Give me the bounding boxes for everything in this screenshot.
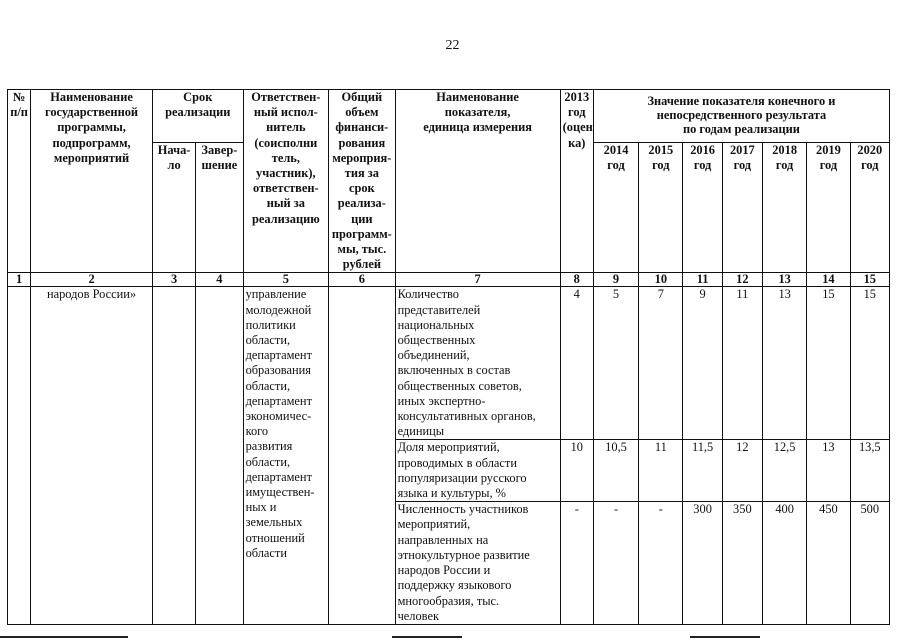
- header-2013: 2013 год (оцен ка): [560, 90, 593, 273]
- value-2018: 13: [762, 287, 806, 440]
- value-2015: -: [639, 502, 683, 625]
- value-2017: 11: [722, 287, 762, 440]
- header-values: Значение показателя конечного и непосредственного результата по годам реализации: [593, 90, 889, 143]
- value-2015: 11: [639, 440, 683, 502]
- page-number: 22: [445, 38, 460, 53]
- col-number: 3: [152, 273, 195, 287]
- scan-edge-mark: [690, 636, 760, 638]
- value-2017: 350: [722, 502, 762, 625]
- header-row-1: [8, 90, 890, 143]
- header-num: № п/п: [8, 90, 31, 273]
- table-row: [8, 287, 890, 440]
- col-number: 2: [31, 273, 153, 287]
- indicator-name: Количество представителей национальных общественных объединений, включенных в состав общественных советов, иных экспертно- консультативных органов, единицы: [395, 287, 560, 440]
- value-2014: 10,5: [593, 440, 638, 502]
- header-period: Срок реализации: [152, 90, 243, 143]
- header-year-2018: 2018 год: [762, 143, 806, 273]
- value-2020: 500: [850, 502, 889, 625]
- header-year-2020: 2020 год: [850, 143, 889, 273]
- col-number: 11: [683, 273, 722, 287]
- responsible-cell: управление молодежной политики области, департамент образования области, департамент экономичес- кого развития области, департамент имуществен- ных и земельных отношений области: [243, 287, 329, 624]
- value-2019: 15: [807, 287, 850, 440]
- col-number: 1: [8, 273, 31, 287]
- col-number: 15: [850, 273, 889, 287]
- value-2018: 12,5: [762, 440, 806, 502]
- row-number-cell: [8, 287, 31, 624]
- program-name-cell: народов России»: [31, 287, 153, 624]
- header-year-2015: 2015 год: [639, 143, 683, 273]
- value-2018: 400: [762, 502, 806, 625]
- indicators-table: [7, 89, 890, 625]
- value-2019: 450: [807, 502, 850, 625]
- value-2013: 4: [560, 287, 593, 440]
- header-end: Завер- шение: [196, 143, 243, 273]
- value-2013: 10: [560, 440, 593, 502]
- indicator-name: Доля мероприятий, проводимых в области популяризации русского языка и культуры, %: [395, 440, 560, 502]
- col-number: 4: [196, 273, 243, 287]
- value-2016: 11,5: [683, 440, 722, 502]
- value-2014: 5: [593, 287, 638, 440]
- header-program-name: Наименование государственной программы, подпрограмм, мероприятий: [31, 90, 153, 273]
- col-number: 10: [639, 273, 683, 287]
- indicator-name: Численность участников мероприятий, направленных на этнокультурное развитие народов России и поддержку языкового многообразия, тыс. человек: [395, 502, 560, 625]
- header-start: Нача- ло: [152, 143, 195, 273]
- header-responsible: Ответствен- ный испол- нитель (соисполни тель, участник), ответствен- ный за реализацию: [243, 90, 329, 273]
- col-number: 7: [395, 273, 560, 287]
- end-cell: [196, 287, 243, 624]
- header-year-2019: 2019 год: [807, 143, 850, 273]
- value-2013: -: [560, 502, 593, 625]
- header-indicator: Наименование показателя, единица измерения: [395, 90, 560, 273]
- header-year-2014: 2014 год: [593, 143, 638, 273]
- col-number: 13: [762, 273, 806, 287]
- col-number: 12: [722, 273, 762, 287]
- header-year-2017: 2017 год: [722, 143, 762, 273]
- value-2019: 13: [807, 440, 850, 502]
- col-number: 9: [593, 273, 638, 287]
- value-2017: 12: [722, 440, 762, 502]
- value-2016: 300: [683, 502, 722, 625]
- funding-cell: [329, 287, 395, 624]
- value-2014: -: [593, 502, 638, 625]
- value-2020: 13,5: [850, 440, 889, 502]
- value-2016: 9: [683, 287, 722, 440]
- col-number: 8: [560, 273, 593, 287]
- col-number: 6: [329, 273, 395, 287]
- header-funding: Общий объем финанси- рования мероприя- тия за срок реализа- ции программ- мы, тыс. рублей: [329, 90, 395, 273]
- col-number: 5: [243, 273, 329, 287]
- scan-edge-mark: [392, 636, 462, 638]
- value-2020: 15: [850, 287, 889, 440]
- header-year-2016: 2016 год: [683, 143, 722, 273]
- scan-edge-mark: [0, 636, 128, 638]
- col-number: 14: [807, 273, 850, 287]
- start-cell: [152, 287, 195, 624]
- value-2015: 7: [639, 287, 683, 440]
- column-numbers-row: [8, 273, 890, 287]
